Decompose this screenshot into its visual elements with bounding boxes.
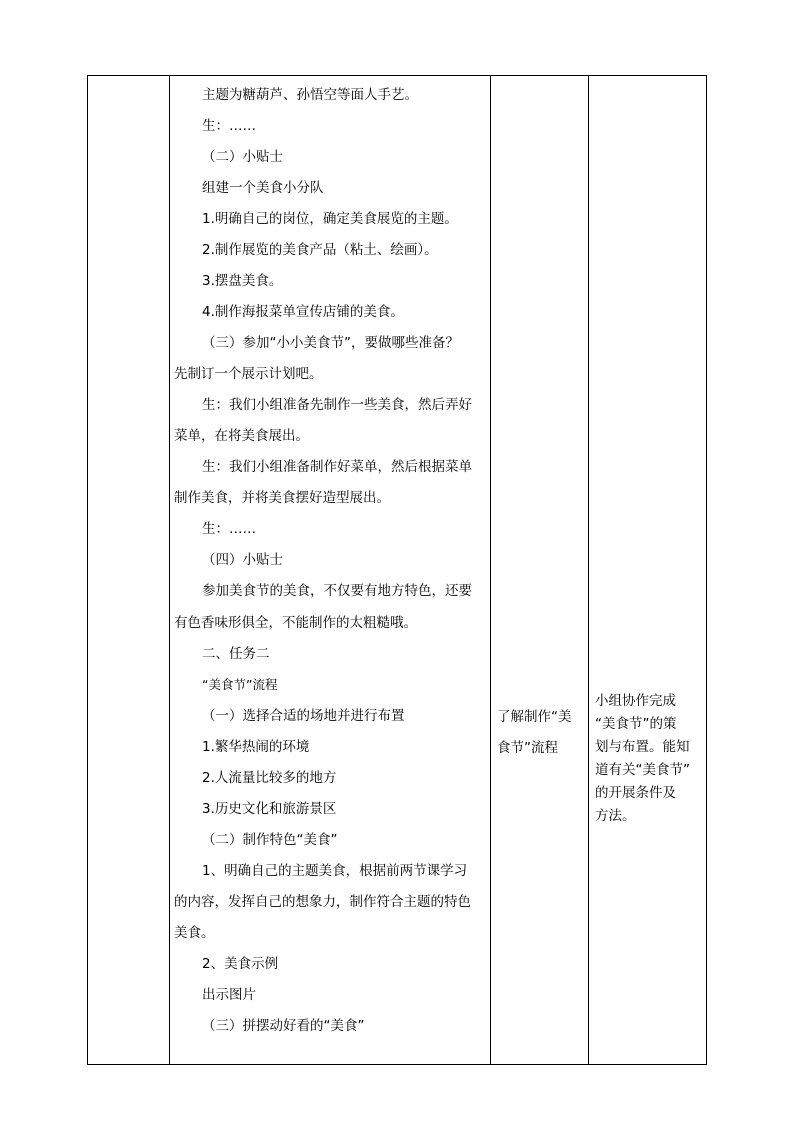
lesson-plan-table (87, 75, 707, 1065)
lesson-text-line: 组建一个美食小分队 (202, 180, 324, 197)
objectives-line: 划与布置。能知 (595, 739, 690, 755)
lesson-text-line: （二）小贴士 (202, 149, 283, 166)
lesson-text-line: “美食节”流程 (202, 676, 278, 692)
lesson-text-line: （一）选择合适的场地并进行布置 (202, 707, 405, 724)
teaching-process-cell (170, 76, 490, 1064)
lesson-text-line: 生：…… (202, 118, 256, 135)
lesson-text-line: 菜单，在将美食展出。 (174, 428, 309, 445)
lesson-text-line: 参加美食节的美食，不仅要有地方特色，还要 (202, 583, 472, 600)
objectives-line: 的开展条件及 (595, 785, 676, 801)
lesson-text-line: 生：…… (202, 521, 256, 538)
lesson-text-line: 生：我们小组准备制作好菜单，然后根据菜单 (202, 459, 472, 476)
lesson-text-line: （三）参加“小小美食节”，要做哪些准备？ (202, 335, 459, 352)
design-intent-line: 了解制作“美 (497, 709, 572, 725)
design-intent-line: 食节”流程 (497, 740, 558, 756)
lesson-text-line: 生：我们小组准备先制作一些美食，然后弄好 (202, 397, 472, 414)
lesson-text-line: 主题为糖葫芦、孙悟空等面人手艺。 (202, 87, 418, 103)
lesson-text-line: 制作美食，并将美食摆好造型展出。 (174, 490, 390, 507)
first-column-cell (88, 76, 169, 1064)
lesson-text-line: （四）小贴士 (202, 552, 283, 569)
lesson-text-line: 2、美食示例 (202, 955, 279, 972)
lesson-text-line: （三）拼摆动好看的“美食” (202, 1017, 365, 1034)
objectives-cell (589, 76, 706, 1064)
lesson-text-line: 2.人流量比较多的地方 (202, 769, 337, 786)
objectives-line: “美食节”的策 (595, 716, 677, 732)
lesson-text-line: 先制订一个展示计划吧。 (174, 366, 323, 383)
lesson-text-line: 3.历史文化和旅游景区 (202, 800, 337, 817)
objectives-line: 小组协作完成 (595, 693, 676, 709)
lesson-text-line: 2.制作展览的美食产品（粘土、绘画）。 (202, 242, 438, 259)
lesson-text-line: 出示图片 (202, 986, 256, 1003)
lesson-text-line: 美食。 (174, 924, 215, 941)
design-intent-cell (491, 76, 588, 1064)
lesson-text-line: 的内容，发挥自己的想象力，制作符合主题的特色 (174, 893, 471, 910)
lesson-text-line: 1.明确自己的岗位，确定美食展览的主题。 (202, 211, 458, 228)
lesson-text-line: 1、明确自己的主题美食，根据前两节课学习 (202, 862, 468, 879)
lesson-text-line: 3.摆盘美食。 (202, 273, 283, 290)
lesson-text-line: （二）制作特色“美食” (202, 831, 338, 848)
lesson-text-line: 有色香味形俱全，不能制作的太粗糙哦。 (174, 614, 417, 631)
lesson-text-line: 1.繁华热闹的环境 (202, 738, 310, 755)
lesson-text-line: 4.制作海报菜单宣传店铺的美食。 (202, 304, 404, 321)
objectives-line: 方法。 (595, 808, 636, 824)
lesson-text-line: 二、任务二 (202, 645, 270, 662)
objectives-line: 道有关“美食节” (595, 762, 690, 778)
